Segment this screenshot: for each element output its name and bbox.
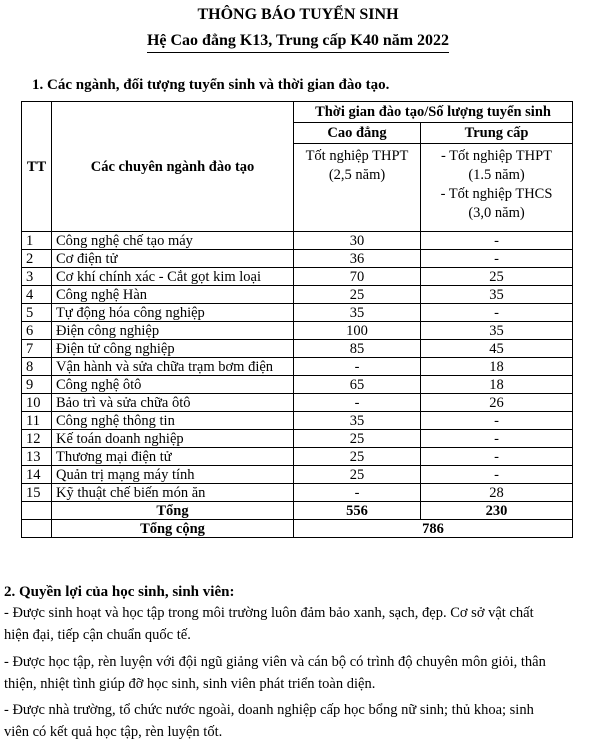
row-major-cell: Kỹ thuật chế biến món ăn [52,484,294,502]
table-row [22,484,573,502]
row-cao-dang-cell: 25 [294,448,421,466]
row-cao-dang-cell: 70 [294,268,421,286]
benefit-2-line-1: - Được học tập, rèn luyện với đội ngũ giảng viên và cán bộ có trình độ chuyên môn giỏi, thân [4,654,546,670]
table-row [22,430,573,448]
col-header-trung-cap: Trung cấp [421,123,573,144]
row-cao-dang-cell: 85 [294,340,421,358]
benefit-1-line-2: hiện đại, tiếp cận chuẩn quốc tế. [4,627,191,643]
row-cao-dang-cell: 35 [294,412,421,430]
section-1-heading: 1. Các ngành, đối tượng tuyển sinh và thời gian đào tạo. [32,77,390,93]
table-row [22,466,573,484]
table-row [22,448,573,466]
row-tt-cell: 5 [22,304,52,322]
row-cao-dang-cell: 65 [294,376,421,394]
table-row [22,250,573,268]
tc-req-line-2: (1.5 năm) [468,167,525,183]
row-cao-dang-cell: 36 [294,250,421,268]
row-cao-dang-cell: 25 [294,286,421,304]
row-trung-cap-cell: 45 [421,340,573,358]
table-row [22,232,573,250]
row-trung-cap-cell: 18 [421,376,573,394]
admissions-table [21,101,573,538]
benefit-paragraph-1 [4,602,592,646]
total-row [22,502,573,520]
table-row [22,286,573,304]
grand-total-row [22,520,573,538]
row-tt-cell: 12 [22,430,52,448]
row-major-cell: Điện công nghiệp [52,322,294,340]
page-title: THÔNG BÁO TUYỂN SINH [197,6,399,23]
row-trung-cap-cell: - [421,250,573,268]
row-major-cell: Điện tử công nghiệp [52,340,294,358]
total-label: Tổng [52,502,294,520]
row-tt-cell: 13 [22,448,52,466]
row-trung-cap-cell: - [421,232,573,250]
row-trung-cap-cell: - [421,466,573,484]
row-trung-cap-cell: - [421,448,573,466]
table-header-row-1 [22,102,573,123]
tc-req-line-3: - Tốt nghiệp THCS [440,186,553,202]
row-major-cell: Công nghệ thông tin [52,412,294,430]
row-major-cell: Cơ điện tử [52,250,294,268]
page-subtitle [0,32,596,50]
row-trung-cap-cell: 35 [421,286,573,304]
table-row [22,412,573,430]
row-major-cell: Bảo trì và sửa chữa ôtô [52,394,294,412]
grand-total-label: Tổng cộng [52,520,294,538]
row-trung-cap-cell: 26 [421,394,573,412]
benefit-1-line-1: - Được sinh hoạt và học tập trong môi trường luôn đảm bảo xanh, sạch, đẹp. Cơ sở vật chất [4,605,534,621]
row-trung-cap-cell: - [421,412,573,430]
row-major-cell: Công nghệ chế tạo máy [52,232,294,250]
tc-req-line-1: - Tốt nghiệp THPT [440,148,553,164]
row-tt-cell: 8 [22,358,52,376]
row-tt-cell: 11 [22,412,52,430]
row-cao-dang-cell: - [294,358,421,376]
cd-req-line-1: Tốt nghiệp THPT [305,148,409,164]
table-row [22,358,573,376]
table-row [22,304,573,322]
cd-req-line-2: (2,5 năm) [328,167,386,183]
row-major-cell: Công nghệ ôtô [52,376,294,394]
trung-cap-requirement [421,144,573,232]
row-tt-cell: 3 [22,268,52,286]
row-trung-cap-cell: 18 [421,358,573,376]
table-row [22,376,573,394]
row-cao-dang-cell: - [294,394,421,412]
cao-dang-requirement [294,144,421,232]
table-row [22,268,573,286]
section-2-heading: 2. Quyền lợi của học sinh, sinh viên: [4,584,235,600]
row-major-cell: Cơ khí chính xác - Cắt gọt kim loại [52,268,294,286]
col-header-major: Các chuyên ngành đào tạo [52,102,294,232]
row-trung-cap-cell: 25 [421,268,573,286]
row-tt-cell: 4 [22,286,52,304]
row-major-cell: Công nghệ Hàn [52,286,294,304]
benefit-paragraph-3 [4,699,592,743]
row-tt-cell: 9 [22,376,52,394]
row-major-cell: Kế toán doanh nghiệp [52,430,294,448]
col-header-group: Thời gian đào tạo/Số lượng tuyển sinh [294,102,573,123]
col-header-tt: TT [22,102,52,232]
subtitle-text: Hệ Cao đẳng K13, Trung cấp K40 năm 2022 [147,32,449,53]
benefit-3-line-1: - Được nhà trường, tổ chức nước ngoài, doanh nghiệp cấp học bổng nữ sinh; thủ khoa; sinh [4,702,534,718]
total-cao-dang: 556 [294,502,421,520]
table-body [22,232,573,502]
row-major-cell: Quản trị mạng máy tính [52,466,294,484]
row-tt-cell: 15 [22,484,52,502]
grand-total-value: 786 [294,520,573,538]
total-trung-cap: 230 [421,502,573,520]
row-trung-cap-cell: - [421,304,573,322]
row-tt-cell: 7 [22,340,52,358]
table-row [22,340,573,358]
row-trung-cap-cell: - [421,430,573,448]
row-cao-dang-cell: - [294,484,421,502]
row-tt-cell: 10 [22,394,52,412]
table-row [22,394,573,412]
row-major-cell: Thương mại điện tử [52,448,294,466]
tc-req-line-4: (3,0 năm) [468,205,525,221]
row-tt-cell: 14 [22,466,52,484]
row-tt-cell: 1 [22,232,52,250]
row-cao-dang-cell: 25 [294,466,421,484]
grand-total-empty-cell [22,520,52,538]
row-cao-dang-cell: 100 [294,322,421,340]
row-trung-cap-cell: 28 [421,484,573,502]
row-tt-cell: 2 [22,250,52,268]
benefit-3-line-2: viên có kết quả học tập, rèn luyện tốt. [4,724,223,740]
row-major-cell: Tự động hóa công nghiệp [52,304,294,322]
table-row [22,322,573,340]
row-cao-dang-cell: 35 [294,304,421,322]
row-trung-cap-cell: 35 [421,322,573,340]
row-tt-cell: 6 [22,322,52,340]
benefit-paragraph-2 [4,651,592,695]
col-header-cao-dang: Cao đẳng [294,123,421,144]
row-cao-dang-cell: 30 [294,232,421,250]
row-cao-dang-cell: 25 [294,430,421,448]
benefit-2-line-2: thiện, nhiệt tình giúp đỡ học sinh, sinh viên phát triển toàn diện. [4,676,376,692]
total-empty-cell [22,502,52,520]
row-major-cell: Vận hành và sửa chữa trạm bơm điện [52,358,294,376]
